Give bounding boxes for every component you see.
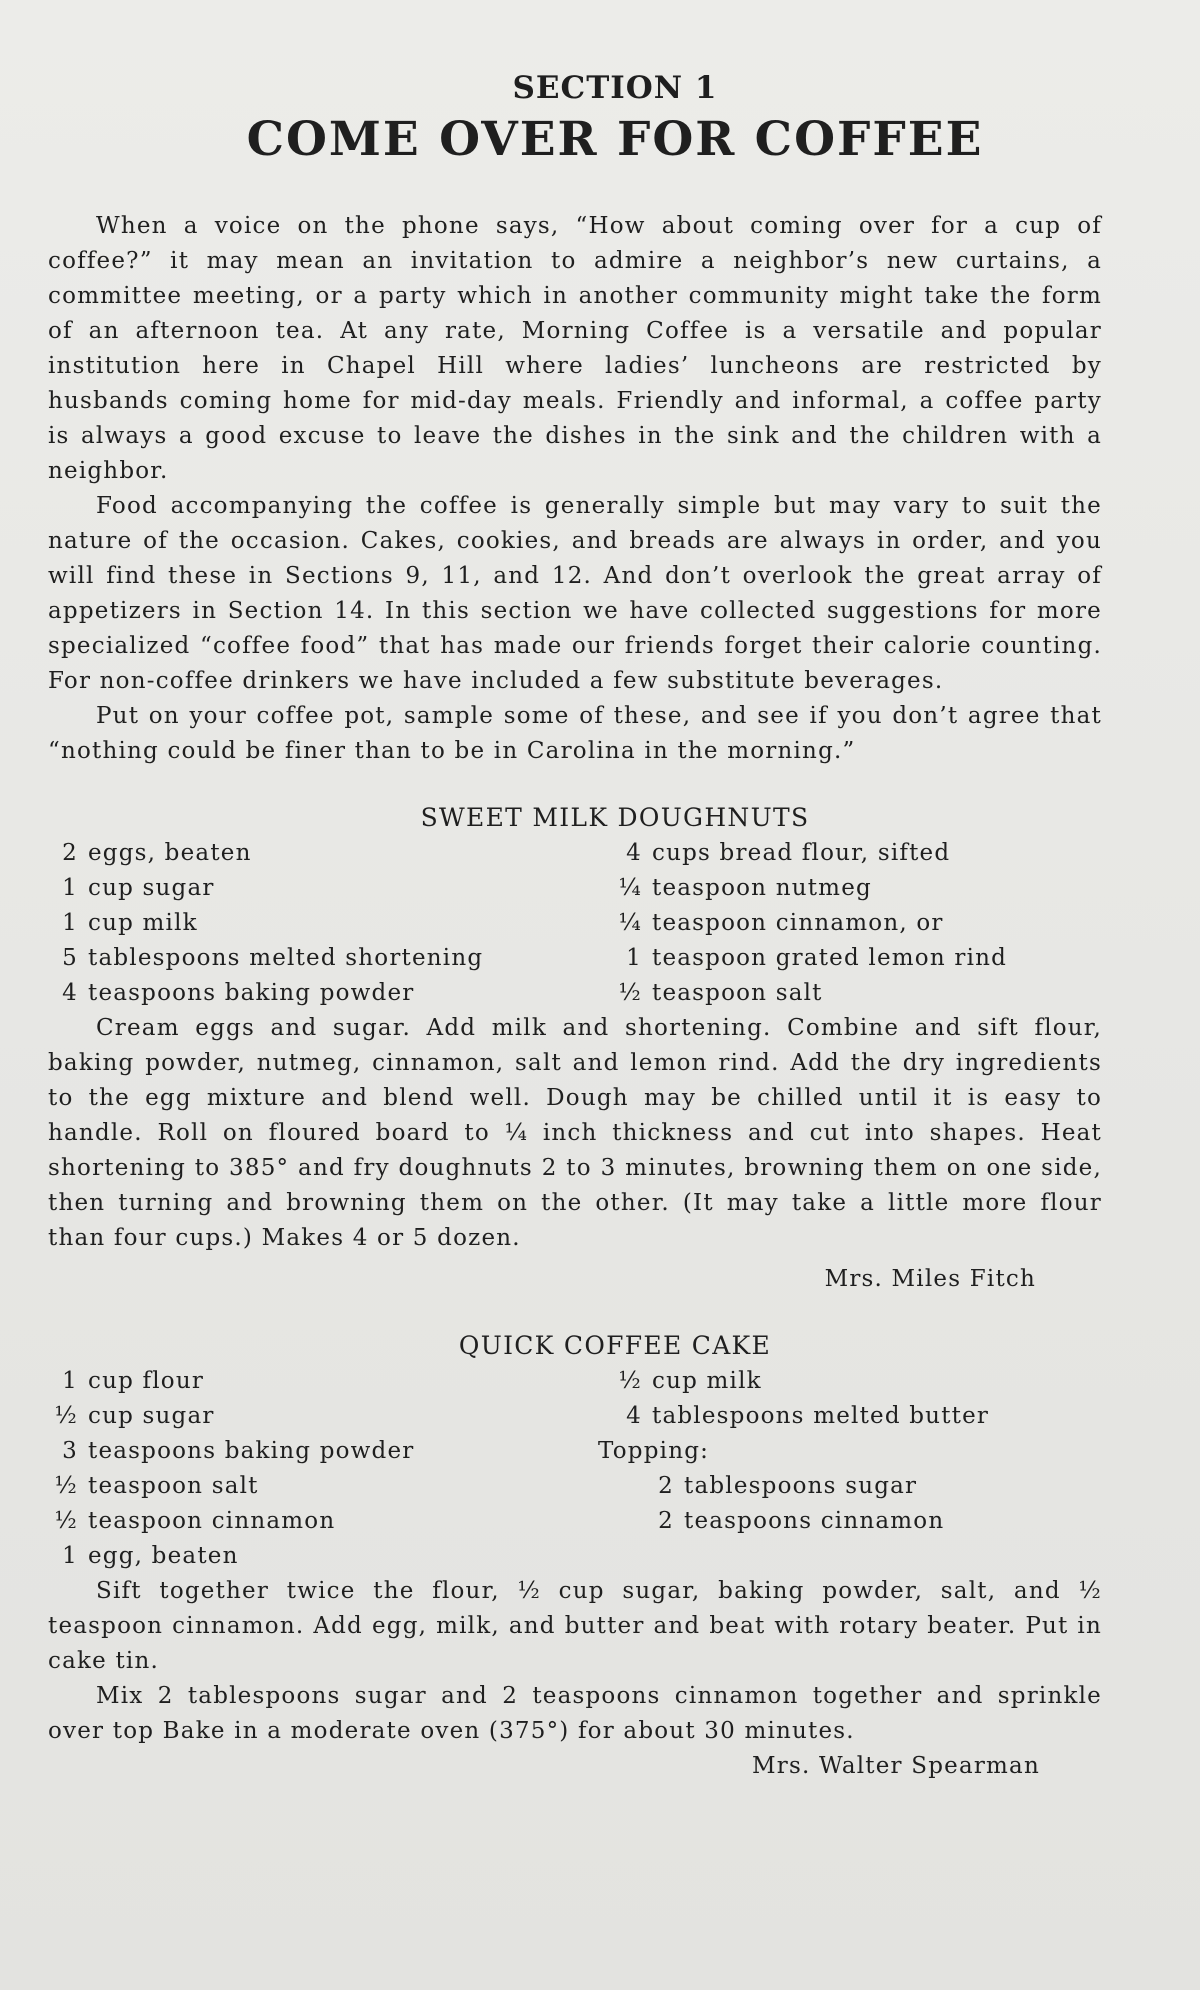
ingredient-item: 4 tablespoons melted butter — [626, 1403, 990, 1429]
ingredient-item: 2 eggs, beaten — [62, 840, 252, 866]
directions-paragraph: Cream eggs and sugar. Add milk and shortening. Combine and sift flour, baking powder, nutmeg, cinnamon, salt and lemon rind. Add the dry ingredients to the egg mixture and blend well. Dough may be chilled until it is easy to handle. Roll on floured board to ¼ inch thickness and cut into shapes. Heat shortening to 385° and fry doughnuts 2 to 3 minutes, browning them on one side, then turning and browning them on the other. (It may take a little more flour than four cups.) Makes 4 or 5 dozen. — [48, 1015, 1102, 1251]
ingredient-item: 4 cups bread flour, sifted — [626, 840, 951, 866]
ingredient-item: ½ cup sugar — [54, 1403, 215, 1429]
ingredient-item: 2 tablespoons sugar — [658, 1473, 918, 1499]
directions-paragraph: Mix 2 tablespoons sugar and 2 teaspoons cinnamon together and sprinkle over top Bake in a moderate oven (375°) for about 30 minutes. — [48, 1683, 1102, 1744]
recipe-contributor: Mrs. Miles Fitch — [824, 1266, 1036, 1292]
section-title: COME OVER FOR COFFEE — [246, 112, 984, 167]
recipe-quick-coffee-cake — [48, 1331, 1102, 1784]
intro-paragraph: Put on your coffee pot, sample some of these, and see if you don’t agree that “nothing could be finer than to be in Carolina in the morning.” — [48, 703, 1102, 764]
ingredient-column-right — [598, 836, 1102, 1011]
intro-text — [48, 209, 1102, 769]
intro-paragraph: When a voice on the phone says, “How about coming over for a cup of coffee?” it may mean an invitation to admire a neighbor’s new curtains, a committee meeting, or a party which in another community might take the form of an afternoon tea. At any rate, Morning Coffee is a versatile and popular institution here in Chapel Hill where ladies’ luncheons are restricted by husbands coming home for mid-day meals. Friendly and informal, a coffee party is always a good excuse to leave the dishes in the sink and the children with a neighbor. — [48, 213, 1102, 484]
ingredient-item: ¼ teaspoon nutmeg — [618, 875, 872, 901]
ingredient-item: 1 teaspoon grated lemon rind — [626, 945, 1008, 971]
ingredient-item: 1 cup flour — [62, 1368, 205, 1394]
ingredient-column-right — [598, 1364, 1102, 1574]
ingredient-item: 1 cup sugar — [62, 875, 215, 901]
recipe-sweet-milk-doughnuts — [48, 803, 1102, 1297]
ingredient-item: ½ cup milk — [618, 1368, 762, 1394]
ingredient-item: 5 tablespoons melted shortening — [62, 945, 484, 971]
directions-paragraph: Sift together twice the flour, ½ cup sugar, baking powder, salt, and ½ teaspoon cinnamon. Add egg, milk, and butter and beat with rotary beater. Put in cake tin. — [48, 1578, 1102, 1674]
intro-paragraph: Food accompanying the coffee is generally simple but may vary to suit the nature of the occasion. Cakes, cookies, and breads are always in order, and you will find these in Sections 9, 11, and 12. And don’t overlook the great array of appetizers in Section 14. In this section we have collected suggestions for more specialized “coffee food” that has made our friends forget their calorie counting. For non-coffee drinkers we have included a few substitute beverages. — [48, 493, 1102, 694]
recipe-title: SWEET MILK DOUGHNUTS — [420, 803, 810, 832]
ingredient-item: 4 teaspoons baking powder — [62, 980, 415, 1006]
section-label: SECTION 1 — [512, 70, 718, 106]
ingredient-item: ½ teaspoon cinnamon — [54, 1508, 336, 1534]
recipe-directions — [48, 1574, 1102, 1749]
ingredient-item: ¼ teaspoon cinnamon, or — [618, 910, 944, 936]
ingredient-list — [48, 1364, 1102, 1574]
ingredient-item: ½ teaspoon salt — [618, 980, 823, 1006]
recipe-title: QUICK COFFEE CAKE — [458, 1331, 772, 1360]
ingredient-item: ½ teaspoon salt — [54, 1473, 259, 1499]
ingredient-item: 3 teaspoons baking powder — [62, 1438, 415, 1464]
ingredient-item: 1 egg, beaten — [62, 1543, 239, 1569]
ingredient-list — [48, 836, 1102, 1011]
recipe-contributor: Mrs. Walter Spearman — [752, 1753, 1040, 1779]
recipe-directions — [48, 1011, 1102, 1256]
ingredient-column-left — [48, 836, 598, 1011]
topping-label: Topping: — [598, 1438, 710, 1464]
ingredient-item: 2 teaspoons cinnamon — [658, 1508, 945, 1534]
ingredient-column-left — [48, 1364, 598, 1574]
ingredient-item: 1 cup milk — [62, 910, 198, 936]
